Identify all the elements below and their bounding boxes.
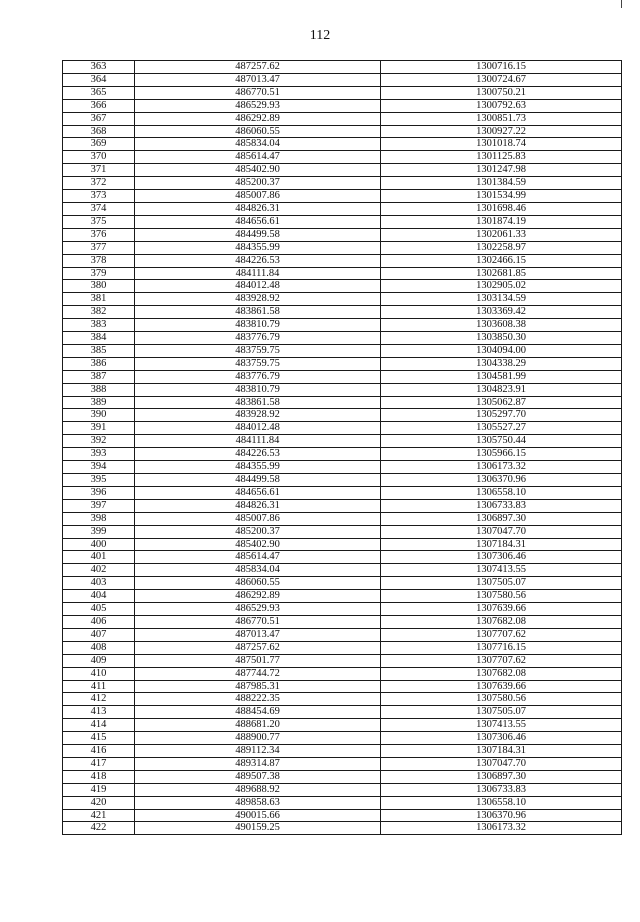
y-coordinate-cell: 1307184.31: [381, 745, 622, 758]
x-coordinate-cell: 487501.77: [135, 654, 381, 667]
point-number-cell: 374: [63, 202, 135, 215]
y-coordinate-cell: 1300851.73: [381, 112, 622, 125]
point-number-cell: 392: [63, 435, 135, 448]
point-number-cell: 414: [63, 719, 135, 732]
x-coordinate-cell: 484111.84: [135, 435, 381, 448]
y-coordinate-cell: 1307047.70: [381, 757, 622, 770]
table-row: [63, 564, 622, 577]
table-row: [63, 435, 622, 448]
x-coordinate-cell: 486529.93: [135, 99, 381, 112]
x-coordinate-cell: 484012.48: [135, 422, 381, 435]
x-coordinate-cell: 490159.25: [135, 822, 381, 835]
y-coordinate-cell: 1301698.46: [381, 202, 622, 215]
x-coordinate-cell: 485834.04: [135, 564, 381, 577]
y-coordinate-cell: 1300927.22: [381, 125, 622, 138]
x-coordinate-cell: 487744.72: [135, 667, 381, 680]
y-coordinate-cell: 1307580.56: [381, 693, 622, 706]
x-coordinate-cell: 484226.53: [135, 254, 381, 267]
y-coordinate-cell: 1305966.15: [381, 448, 622, 461]
point-number-cell: 404: [63, 590, 135, 603]
point-number-cell: 363: [63, 61, 135, 74]
y-coordinate-cell: 1307306.46: [381, 732, 622, 745]
point-number-cell: 384: [63, 332, 135, 345]
table-row: [63, 370, 622, 383]
y-coordinate-cell: 1306173.32: [381, 461, 622, 474]
table-row: [63, 783, 622, 796]
point-number-cell: 368: [63, 125, 135, 138]
point-number-cell: 365: [63, 86, 135, 99]
point-number-cell: 393: [63, 448, 135, 461]
x-coordinate-cell: 484656.61: [135, 215, 381, 228]
x-coordinate-cell: 483759.75: [135, 357, 381, 370]
x-coordinate-cell: 485402.90: [135, 164, 381, 177]
coordinates-table-container: [62, 60, 621, 835]
point-number-cell: 395: [63, 474, 135, 487]
table-row: [63, 344, 622, 357]
table-row: [63, 357, 622, 370]
x-coordinate-cell: 483776.79: [135, 370, 381, 383]
x-coordinate-cell: 485614.47: [135, 151, 381, 164]
y-coordinate-cell: 1306173.32: [381, 822, 622, 835]
y-coordinate-cell: 1307413.55: [381, 564, 622, 577]
point-number-cell: 407: [63, 628, 135, 641]
table-row: [63, 745, 622, 758]
y-coordinate-cell: 1302681.85: [381, 267, 622, 280]
table-row: [63, 693, 622, 706]
x-coordinate-cell: 485007.86: [135, 190, 381, 203]
table-row: [63, 654, 622, 667]
x-coordinate-cell: 489507.38: [135, 770, 381, 783]
x-coordinate-cell: 484826.31: [135, 499, 381, 512]
y-coordinate-cell: 1300716.15: [381, 61, 622, 74]
point-number-cell: 394: [63, 461, 135, 474]
table-row: [63, 577, 622, 590]
table-row: [63, 474, 622, 487]
table-row: [63, 215, 622, 228]
y-coordinate-cell: 1305297.70: [381, 409, 622, 422]
point-number-cell: 376: [63, 228, 135, 241]
table-row: [63, 706, 622, 719]
y-coordinate-cell: 1304094.00: [381, 344, 622, 357]
y-coordinate-cell: 1303134.59: [381, 293, 622, 306]
table-row: [63, 809, 622, 822]
point-number-cell: 421: [63, 809, 135, 822]
y-coordinate-cell: 1306558.10: [381, 486, 622, 499]
point-number-cell: 378: [63, 254, 135, 267]
y-coordinate-cell: 1301874.19: [381, 215, 622, 228]
table-row: [63, 267, 622, 280]
y-coordinate-cell: 1307707.62: [381, 628, 622, 641]
x-coordinate-cell: 484012.48: [135, 280, 381, 293]
table-row: [63, 280, 622, 293]
y-coordinate-cell: 1306897.30: [381, 512, 622, 525]
table-row: [63, 796, 622, 809]
x-coordinate-cell: 483928.92: [135, 409, 381, 422]
point-number-cell: 413: [63, 706, 135, 719]
x-coordinate-cell: 485614.47: [135, 551, 381, 564]
coordinates-table: [62, 60, 622, 835]
x-coordinate-cell: 486292.89: [135, 590, 381, 603]
x-coordinate-cell: 486770.51: [135, 615, 381, 628]
table-row: [63, 396, 622, 409]
x-coordinate-cell: 484355.99: [135, 461, 381, 474]
point-number-cell: 409: [63, 654, 135, 667]
table-row: [63, 319, 622, 332]
x-coordinate-cell: 490015.66: [135, 809, 381, 822]
point-number-cell: 371: [63, 164, 135, 177]
point-number-cell: 370: [63, 151, 135, 164]
table-row: [63, 628, 622, 641]
x-coordinate-cell: 487257.62: [135, 641, 381, 654]
x-coordinate-cell: 485834.04: [135, 138, 381, 151]
table-row: [63, 499, 622, 512]
y-coordinate-cell: 1306370.96: [381, 809, 622, 822]
x-coordinate-cell: 488222.35: [135, 693, 381, 706]
point-number-cell: 399: [63, 525, 135, 538]
table-row: [63, 448, 622, 461]
x-coordinate-cell: 483810.79: [135, 383, 381, 396]
point-number-cell: 410: [63, 667, 135, 680]
coordinates-table-body: [63, 61, 622, 835]
point-number-cell: 391: [63, 422, 135, 435]
y-coordinate-cell: 1304581.99: [381, 370, 622, 383]
y-coordinate-cell: 1306558.10: [381, 796, 622, 809]
x-coordinate-cell: 483776.79: [135, 332, 381, 345]
y-coordinate-cell: 1303369.42: [381, 306, 622, 319]
x-coordinate-cell: 487257.62: [135, 61, 381, 74]
x-coordinate-cell: 484355.99: [135, 241, 381, 254]
y-coordinate-cell: 1307184.31: [381, 538, 622, 551]
y-coordinate-cell: 1307505.07: [381, 706, 622, 719]
y-coordinate-cell: 1300792.63: [381, 99, 622, 112]
x-coordinate-cell: 489688.92: [135, 783, 381, 796]
table-row: [63, 293, 622, 306]
x-coordinate-cell: 484111.84: [135, 267, 381, 280]
y-coordinate-cell: 1307716.15: [381, 641, 622, 654]
table-row: [63, 757, 622, 770]
table-row: [63, 228, 622, 241]
y-coordinate-cell: 1302061.33: [381, 228, 622, 241]
y-coordinate-cell: 1307413.55: [381, 719, 622, 732]
point-number-cell: 367: [63, 112, 135, 125]
y-coordinate-cell: 1302258.97: [381, 241, 622, 254]
x-coordinate-cell: 485007.86: [135, 512, 381, 525]
point-number-cell: 389: [63, 396, 135, 409]
point-number-cell: 412: [63, 693, 135, 706]
y-coordinate-cell: 1306370.96: [381, 474, 622, 487]
table-row: [63, 383, 622, 396]
x-coordinate-cell: 483861.58: [135, 306, 381, 319]
table-row: [63, 551, 622, 564]
point-number-cell: 377: [63, 241, 135, 254]
table-row: [63, 112, 622, 125]
y-coordinate-cell: 1302466.15: [381, 254, 622, 267]
point-number-cell: 416: [63, 745, 135, 758]
point-number-cell: 402: [63, 564, 135, 577]
point-number-cell: 405: [63, 603, 135, 616]
y-coordinate-cell: 1303608.38: [381, 319, 622, 332]
y-coordinate-cell: 1305062.87: [381, 396, 622, 409]
y-coordinate-cell: 1307682.08: [381, 615, 622, 628]
table-row: [63, 680, 622, 693]
x-coordinate-cell: 486060.55: [135, 125, 381, 138]
table-row: [63, 538, 622, 551]
y-coordinate-cell: 1302905.02: [381, 280, 622, 293]
page-edge-mark: [621, 0, 622, 8]
table-row: [63, 603, 622, 616]
y-coordinate-cell: 1307580.56: [381, 590, 622, 603]
point-number-cell: 408: [63, 641, 135, 654]
table-row: [63, 177, 622, 190]
point-number-cell: 386: [63, 357, 135, 370]
point-number-cell: 385: [63, 344, 135, 357]
y-coordinate-cell: 1301125.83: [381, 151, 622, 164]
point-number-cell: 403: [63, 577, 135, 590]
point-number-cell: 406: [63, 615, 135, 628]
x-coordinate-cell: 486292.89: [135, 112, 381, 125]
y-coordinate-cell: 1304823.91: [381, 383, 622, 396]
table-row: [63, 732, 622, 745]
x-coordinate-cell: 487013.47: [135, 628, 381, 641]
x-coordinate-cell: 489112.34: [135, 745, 381, 758]
point-number-cell: 382: [63, 306, 135, 319]
y-coordinate-cell: 1300724.67: [381, 73, 622, 86]
point-number-cell: 420: [63, 796, 135, 809]
point-number-cell: 411: [63, 680, 135, 693]
y-coordinate-cell: 1303850.30: [381, 332, 622, 345]
point-number-cell: 387: [63, 370, 135, 383]
y-coordinate-cell: 1305527.27: [381, 422, 622, 435]
x-coordinate-cell: 486529.93: [135, 603, 381, 616]
point-number-cell: 388: [63, 383, 135, 396]
x-coordinate-cell: 488681.20: [135, 719, 381, 732]
y-coordinate-cell: 1301018.74: [381, 138, 622, 151]
x-coordinate-cell: 483759.75: [135, 344, 381, 357]
point-number-cell: 372: [63, 177, 135, 190]
y-coordinate-cell: 1307639.66: [381, 603, 622, 616]
x-coordinate-cell: 483810.79: [135, 319, 381, 332]
table-row: [63, 486, 622, 499]
table-row: [63, 61, 622, 74]
table-row: [63, 525, 622, 538]
x-coordinate-cell: 485200.37: [135, 177, 381, 190]
y-coordinate-cell: 1306733.83: [381, 783, 622, 796]
x-coordinate-cell: 489314.87: [135, 757, 381, 770]
point-number-cell: 398: [63, 512, 135, 525]
x-coordinate-cell: 489858.63: [135, 796, 381, 809]
table-row: [63, 306, 622, 319]
page-number: 112: [309, 28, 331, 43]
table-row: [63, 641, 622, 654]
x-coordinate-cell: 485200.37: [135, 525, 381, 538]
y-coordinate-cell: 1307707.62: [381, 654, 622, 667]
table-row: [63, 590, 622, 603]
y-coordinate-cell: 1306733.83: [381, 499, 622, 512]
table-row: [63, 409, 622, 422]
point-number-cell: 397: [63, 499, 135, 512]
table-row: [63, 332, 622, 345]
table-row: [63, 667, 622, 680]
table-row: [63, 125, 622, 138]
x-coordinate-cell: 484826.31: [135, 202, 381, 215]
point-number-cell: 390: [63, 409, 135, 422]
point-number-cell: 396: [63, 486, 135, 499]
y-coordinate-cell: 1307306.46: [381, 551, 622, 564]
y-coordinate-cell: 1307639.66: [381, 680, 622, 693]
table-row: [63, 719, 622, 732]
y-coordinate-cell: 1300750.21: [381, 86, 622, 99]
x-coordinate-cell: 484499.58: [135, 228, 381, 241]
table-row: [63, 73, 622, 86]
point-number-cell: 364: [63, 73, 135, 86]
y-coordinate-cell: 1307682.08: [381, 667, 622, 680]
x-coordinate-cell: 485402.90: [135, 538, 381, 551]
table-row: [63, 190, 622, 203]
point-number-cell: 375: [63, 215, 135, 228]
point-number-cell: 366: [63, 99, 135, 112]
point-number-cell: 369: [63, 138, 135, 151]
y-coordinate-cell: 1301384.59: [381, 177, 622, 190]
point-number-cell: 418: [63, 770, 135, 783]
table-row: [63, 86, 622, 99]
table-row: [63, 615, 622, 628]
point-number-cell: 415: [63, 732, 135, 745]
table-row: [63, 99, 622, 112]
x-coordinate-cell: 486770.51: [135, 86, 381, 99]
y-coordinate-cell: 1307047.70: [381, 525, 622, 538]
point-number-cell: 383: [63, 319, 135, 332]
table-row: [63, 422, 622, 435]
point-number-cell: 419: [63, 783, 135, 796]
table-row: [63, 241, 622, 254]
x-coordinate-cell: 487013.47: [135, 73, 381, 86]
point-number-cell: 401: [63, 551, 135, 564]
x-coordinate-cell: 483928.92: [135, 293, 381, 306]
point-number-cell: 379: [63, 267, 135, 280]
x-coordinate-cell: 488454.69: [135, 706, 381, 719]
x-coordinate-cell: 488900.77: [135, 732, 381, 745]
x-coordinate-cell: 483861.58: [135, 396, 381, 409]
table-row: [63, 461, 622, 474]
point-number-cell: 422: [63, 822, 135, 835]
point-number-cell: 381: [63, 293, 135, 306]
point-number-cell: 417: [63, 757, 135, 770]
x-coordinate-cell: 484656.61: [135, 486, 381, 499]
point-number-cell: 373: [63, 190, 135, 203]
y-coordinate-cell: 1307505.07: [381, 577, 622, 590]
x-coordinate-cell: 484226.53: [135, 448, 381, 461]
y-coordinate-cell: 1306897.30: [381, 770, 622, 783]
x-coordinate-cell: 484499.58: [135, 474, 381, 487]
x-coordinate-cell: 486060.55: [135, 577, 381, 590]
table-row: [63, 770, 622, 783]
point-number-cell: 400: [63, 538, 135, 551]
table-row: [63, 164, 622, 177]
y-coordinate-cell: 1305750.44: [381, 435, 622, 448]
y-coordinate-cell: 1304338.29: [381, 357, 622, 370]
table-row: [63, 512, 622, 525]
table-row: [63, 138, 622, 151]
y-coordinate-cell: 1301534.99: [381, 190, 622, 203]
table-row: [63, 202, 622, 215]
x-coordinate-cell: 487985.31: [135, 680, 381, 693]
y-coordinate-cell: 1301247.98: [381, 164, 622, 177]
table-row: [63, 254, 622, 267]
point-number-cell: 380: [63, 280, 135, 293]
table-row: [63, 151, 622, 164]
table-row: [63, 822, 622, 835]
